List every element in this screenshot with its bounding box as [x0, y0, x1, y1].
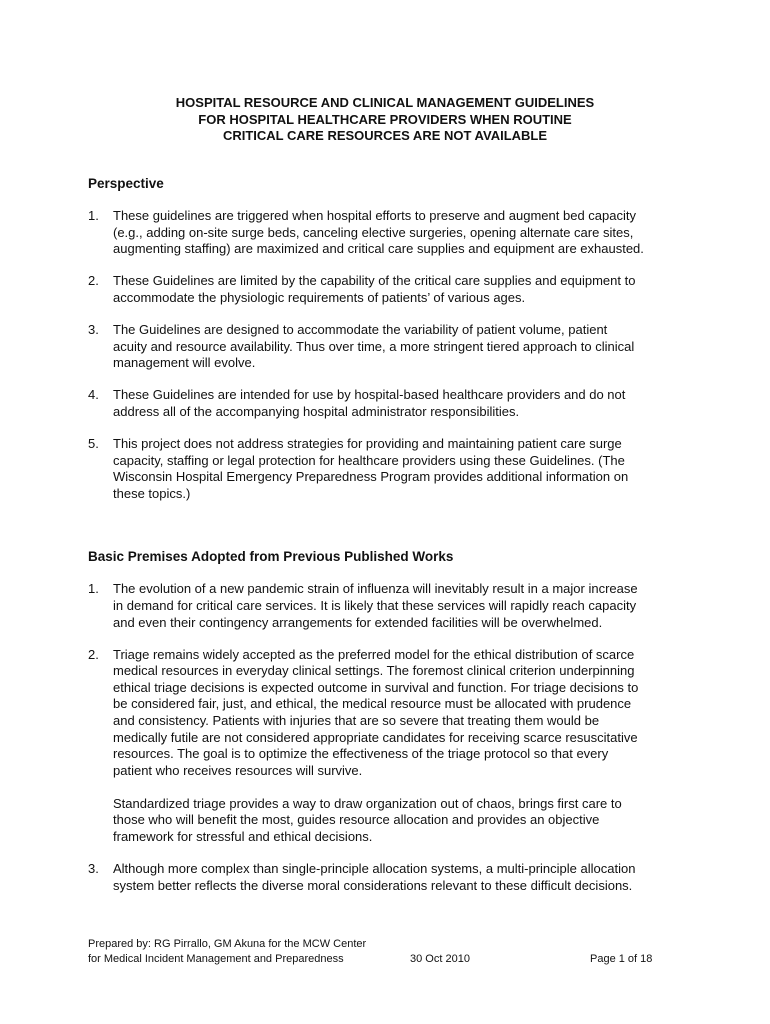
text-line: Triage remains widely accepted as the preferred model for the ethical distribution of scarce — [113, 646, 635, 662]
text-line: framework for stressful and ethical decisions. — [113, 829, 373, 845]
text-line: Although more complex than single-principle allocation systems, a multi-principle allocation — [113, 861, 636, 877]
text-line: management will evolve. — [113, 355, 256, 371]
list-item — [88, 387, 708, 420]
text-line: Standardized triage provides a way to draw organization out of chaos, brings first care to — [113, 795, 622, 811]
text-line: (e.g., adding on-site surge beds, canceling elective surgeries, opening alternate care sites, — [113, 224, 634, 240]
text-line: resources. The goal is to optimize the effectiveness of the triage protocol so that every — [113, 746, 609, 762]
paragraph — [113, 647, 708, 780]
footer-organization: for Medical Incident Management and Preparedness — [88, 953, 344, 965]
text-line: These guidelines are triggered when hospital efforts to preserve and augment bed capacity — [113, 208, 636, 223]
list-number: 4. — [88, 387, 99, 403]
text-line: acuity and resource availability. Thus over time, a more stringent tiered approach to clinical — [113, 338, 635, 354]
list-item — [88, 861, 708, 894]
section — [88, 548, 708, 894]
text-line: This project does not address strategies for providing and maintaining patient care surge — [113, 435, 622, 451]
paragraph — [113, 322, 708, 372]
document-body — [88, 175, 708, 910]
list-number: 2. — [88, 273, 99, 289]
footer-date: 30 Oct 2010 — [410, 953, 470, 965]
list-number: 3. — [88, 861, 99, 877]
paragraph — [113, 861, 708, 894]
text-line: Wisconsin Hospital Emergency Preparedness Program provides additional information on — [113, 469, 629, 485]
text-line: medical resources in everyday clinical settings. The foremost clinical criterion underpinning — [113, 663, 635, 679]
text-line: be considered fair, just, and ethical, the medical resource must be allocated with prudence — [113, 696, 632, 712]
list-number: 5. — [88, 435, 99, 451]
paragraph — [113, 436, 708, 502]
list-item — [88, 273, 708, 306]
text-line: address all of the accompanying hospital administrator responsibilities. — [113, 403, 520, 419]
text-line: ethical triage decisions is expected outcome in survival and function. For triage decisions to — [113, 679, 639, 695]
text-line: those who will benefit the most, guides resource allocation and provides an objective — [113, 812, 600, 828]
text-line: The evolution of a new pandemic strain of influenza will inevitably result in a major increase — [113, 581, 638, 597]
text-line: accommodate the physiologic requirements of patients’ of various ages. — [113, 289, 526, 305]
paragraph — [113, 208, 708, 258]
list-number: 1. — [88, 581, 99, 597]
text-line: and consistency. Patients with injuries that are so severe that treating them would be — [113, 712, 600, 728]
text-line: capacity, staffing or legal protection for healthcare providers using these Guidelines. (The — [113, 452, 625, 468]
list-number: 1. — [88, 208, 99, 223]
paragraph — [113, 273, 708, 306]
text-line: these topics.) — [113, 485, 191, 501]
section-heading: Basic Premises Adopted from Previous Published Works — [88, 549, 454, 565]
text-line: The Guidelines are designed to accommodate the variability of patient volume, patient — [113, 321, 608, 337]
list-item — [88, 647, 708, 846]
text-line: These Guidelines are intended for use by hospital-based healthcare providers and do not — [113, 387, 626, 403]
text-line: medically futile are not considered appropriate candidates for receiving scarce resuscitative — [113, 729, 638, 745]
footer-prepared-by: Prepared by: RG Pirrallo, GM Akuna for the MCW Center — [88, 938, 367, 950]
paragraph — [113, 387, 708, 420]
list-number: 3. — [88, 321, 99, 337]
section-heading: Perspective — [88, 176, 164, 191]
title-line: CRITICAL CARE RESOURCES ARE NOT AVAILABLE — [222, 128, 548, 143]
text-line: system better reflects the diverse moral considerations relevant to these difficult decisions. — [113, 877, 633, 893]
paragraph — [113, 581, 708, 631]
title-line: FOR HOSPITAL HEALTHCARE PROVIDERS WHEN ROUTINE — [198, 111, 572, 127]
list-item — [88, 322, 708, 372]
list-item — [88, 208, 708, 258]
text-line: in demand for critical care services. It is likely that these services will rapidly reach capacity — [113, 597, 637, 613]
title-line: HOSPITAL RESOURCE AND CLINICAL MANAGEMENT GUIDELINES — [175, 95, 595, 110]
footer-page-number: Page 1 of 18 — [590, 953, 653, 965]
text-line: These Guidelines are limited by the capability of the critical care supplies and equipment to — [113, 273, 636, 289]
text-line: and even their contingency arrangements for extended facilities will be overwhelmed. — [113, 614, 603, 630]
text-line: patient who receives resources will survive. — [113, 762, 363, 778]
paragraph — [113, 796, 708, 846]
section — [88, 175, 708, 502]
list-item — [88, 436, 708, 502]
page-footer — [88, 937, 688, 967]
document-title — [0, 95, 770, 145]
list-item — [88, 581, 708, 631]
text-line: augmenting staffing) are maximized and critical care supplies and equipment are exhausted. — [113, 241, 644, 257]
list-number: 2. — [88, 646, 99, 662]
